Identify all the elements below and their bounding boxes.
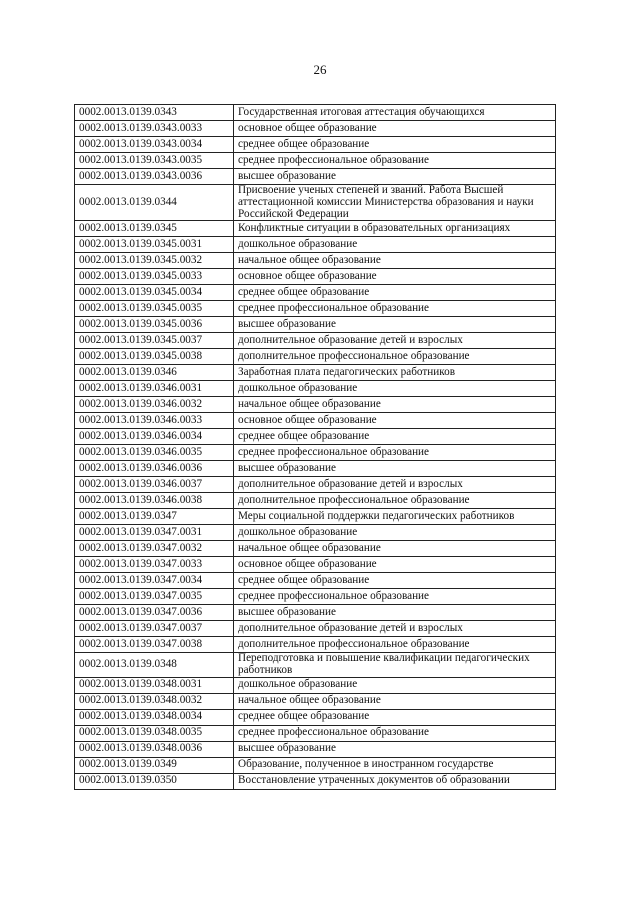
row-name: Меры социальной поддержки педагогических работников: [234, 509, 556, 525]
row-name: дополнительное профессиональное образование: [234, 349, 556, 365]
row-name: основное общее образование: [234, 557, 556, 573]
table-row: [75, 185, 556, 221]
row-code: 0002.0013.0139.0346.0033: [75, 413, 234, 429]
row-code: 0002.0013.0139.0345.0036: [75, 317, 234, 333]
row-code: 0002.0013.0139.0347.0037: [75, 621, 234, 637]
row-name: дополнительное образование детей и взрослых: [234, 333, 556, 349]
table-row: [75, 237, 556, 253]
row-code: 0002.0013.0139.0343.0035: [75, 153, 234, 169]
table-row: [75, 121, 556, 137]
row-name: Присвоение ученых степеней и званий. Работа Высшей аттестационной комиссии Министерства образования и науки Российской Федерации: [234, 185, 556, 221]
row-code: 0002.0013.0139.0348.0036: [75, 741, 234, 757]
table-row: [75, 493, 556, 509]
row-code: 0002.0013.0139.0348.0031: [75, 677, 234, 693]
row-name: дополнительное образование детей и взрослых: [234, 621, 556, 637]
table-row: [75, 413, 556, 429]
row-name: дополнительное профессиональное образование: [234, 637, 556, 653]
table-row: [75, 541, 556, 557]
table-row: [75, 773, 556, 789]
row-name: среднее общее образование: [234, 709, 556, 725]
table-row: [75, 365, 556, 381]
row-name: среднее профессиональное образование: [234, 301, 556, 317]
row-name: дошкольное образование: [234, 381, 556, 397]
row-code: 0002.0013.0139.0343.0036: [75, 169, 234, 185]
row-name: дополнительное образование детей и взрослых: [234, 477, 556, 493]
row-code: 0002.0013.0139.0346.0032: [75, 397, 234, 413]
row-name: Восстановление утраченных документов об образовании: [234, 773, 556, 789]
row-code: 0002.0013.0139.0347.0035: [75, 589, 234, 605]
row-code: 0002.0013.0139.0348.0032: [75, 693, 234, 709]
row-code: 0002.0013.0139.0347.0036: [75, 605, 234, 621]
row-code: 0002.0013.0139.0348: [75, 653, 234, 678]
table-row: [75, 381, 556, 397]
row-name: среднее профессиональное образование: [234, 589, 556, 605]
row-name: начальное общее образование: [234, 397, 556, 413]
row-code: 0002.0013.0139.0347.0034: [75, 573, 234, 589]
row-code: 0002.0013.0139.0350: [75, 773, 234, 789]
row-code: 0002.0013.0139.0345.0031: [75, 237, 234, 253]
row-code: 0002.0013.0139.0346.0031: [75, 381, 234, 397]
row-code: 0002.0013.0139.0347.0032: [75, 541, 234, 557]
table-body: [75, 105, 556, 790]
row-name: основное общее образование: [234, 413, 556, 429]
row-name: начальное общее образование: [234, 693, 556, 709]
row-code: 0002.0013.0139.0345.0035: [75, 301, 234, 317]
row-name: среднее общее образование: [234, 429, 556, 445]
row-name: среднее профессиональное образование: [234, 725, 556, 741]
table-row: [75, 757, 556, 773]
table-row: [75, 589, 556, 605]
table-row: [75, 573, 556, 589]
row-name: дошкольное образование: [234, 237, 556, 253]
table-row: [75, 653, 556, 678]
row-code: 0002.0013.0139.0349: [75, 757, 234, 773]
row-name: Конфликтные ситуации в образовательных организациях: [234, 221, 556, 237]
row-name: Образование, полученное в иностранном государстве: [234, 757, 556, 773]
row-name: среднее профессиональное образование: [234, 445, 556, 461]
table-row: [75, 285, 556, 301]
table-row: [75, 709, 556, 725]
row-name: начальное общее образование: [234, 541, 556, 557]
row-name: основное общее образование: [234, 121, 556, 137]
table-row: [75, 105, 556, 121]
row-code: 0002.0013.0139.0348.0035: [75, 725, 234, 741]
row-code: 0002.0013.0139.0346: [75, 365, 234, 381]
row-name: дошкольное образование: [234, 525, 556, 541]
row-code: 0002.0013.0139.0344: [75, 185, 234, 221]
table-row: [75, 349, 556, 365]
row-code: 0002.0013.0139.0346.0035: [75, 445, 234, 461]
row-code: 0002.0013.0139.0345.0037: [75, 333, 234, 349]
table-row: [75, 169, 556, 185]
row-name: Государственная итоговая аттестация обучающихся: [234, 105, 556, 121]
table-row: [75, 317, 556, 333]
row-name: среднее общее образование: [234, 285, 556, 301]
row-name: высшее образование: [234, 461, 556, 477]
row-name: начальное общее образование: [234, 253, 556, 269]
table-row: [75, 621, 556, 637]
page-number: 26: [313, 62, 327, 77]
row-name: высшее образование: [234, 317, 556, 333]
table-row: [75, 693, 556, 709]
row-name: Заработная плата педагогических работников: [234, 365, 556, 381]
row-code: 0002.0013.0139.0343.0033: [75, 121, 234, 137]
table-row: [75, 445, 556, 461]
row-code: 0002.0013.0139.0347.0033: [75, 557, 234, 573]
table-row: [75, 725, 556, 741]
row-code: 0002.0013.0139.0345.0038: [75, 349, 234, 365]
row-code: 0002.0013.0139.0343.0034: [75, 137, 234, 153]
row-name: основное общее образование: [234, 269, 556, 285]
table-row: [75, 153, 556, 169]
row-name: высшее образование: [234, 741, 556, 757]
table-row: [75, 269, 556, 285]
row-code: 0002.0013.0139.0347.0031: [75, 525, 234, 541]
row-code: 0002.0013.0139.0345.0032: [75, 253, 234, 269]
row-name: среднее общее образование: [234, 573, 556, 589]
table-row: [75, 477, 556, 493]
table-row: [75, 253, 556, 269]
table-row: [75, 637, 556, 653]
row-name: среднее профессиональное образование: [234, 153, 556, 169]
row-code: 0002.0013.0139.0345.0034: [75, 285, 234, 301]
table-row: [75, 605, 556, 621]
row-name: высшее образование: [234, 605, 556, 621]
table-row: [75, 525, 556, 541]
table-row: [75, 301, 556, 317]
row-name: Переподготовка и повышение квалификации педагогических работников: [234, 653, 556, 678]
table-row: [75, 461, 556, 477]
row-code: 0002.0013.0139.0346.0036: [75, 461, 234, 477]
table-row: [75, 397, 556, 413]
table-row: [75, 509, 556, 525]
row-code: 0002.0013.0139.0346.0038: [75, 493, 234, 509]
classifier-table: [74, 104, 556, 790]
row-code: 0002.0013.0139.0348.0034: [75, 709, 234, 725]
row-name: высшее образование: [234, 169, 556, 185]
table-row: [75, 741, 556, 757]
row-code: 0002.0013.0139.0346.0037: [75, 477, 234, 493]
table-row: [75, 677, 556, 693]
row-code: 0002.0013.0139.0347: [75, 509, 234, 525]
table-row: [75, 333, 556, 349]
row-code: 0002.0013.0139.0346.0034: [75, 429, 234, 445]
row-code: 0002.0013.0139.0345: [75, 221, 234, 237]
row-code: 0002.0013.0139.0343: [75, 105, 234, 121]
table-row: [75, 429, 556, 445]
row-name: среднее общее образование: [234, 137, 556, 153]
table-row: [75, 221, 556, 237]
table-row: [75, 557, 556, 573]
row-code: 0002.0013.0139.0345.0033: [75, 269, 234, 285]
row-code: 0002.0013.0139.0347.0038: [75, 637, 234, 653]
row-name: дошкольное образование: [234, 677, 556, 693]
table-row: [75, 137, 556, 153]
row-name: дополнительное профессиональное образование: [234, 493, 556, 509]
